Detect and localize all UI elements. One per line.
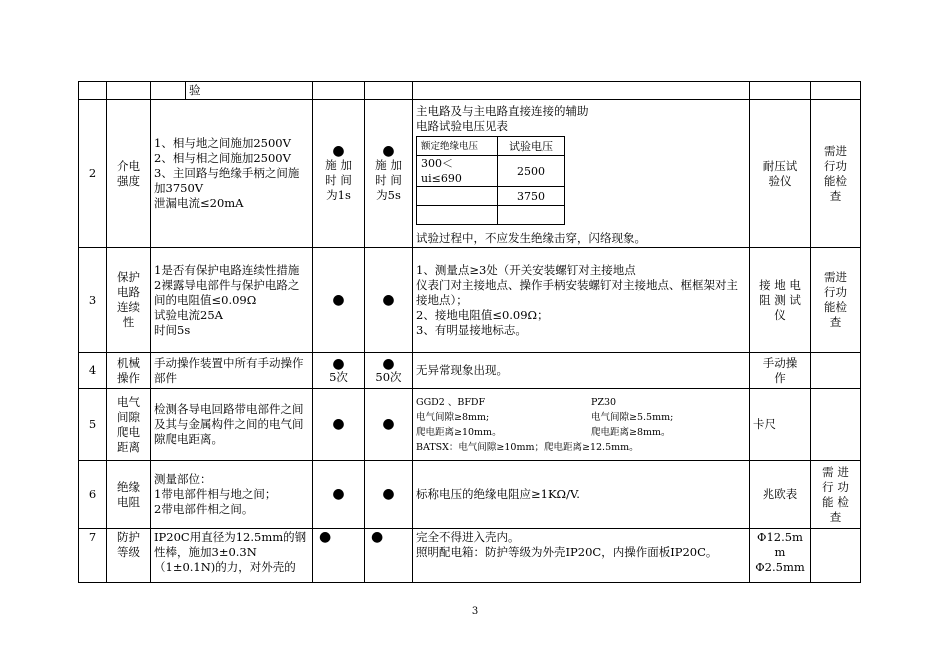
row-number: 4 xyxy=(79,353,107,389)
instrument: 卡尺 xyxy=(750,389,811,461)
check-column-1: ● 5次 xyxy=(313,353,365,389)
dot-marker: ● xyxy=(382,356,395,372)
check-column-2: ● 50次 xyxy=(365,353,413,389)
table-row xyxy=(79,248,861,353)
item-name: 电气 间隙 爬电 距离 xyxy=(107,389,151,461)
instrument: Φ12.5m m Φ2.5mm xyxy=(750,529,811,583)
requirement: 测量部位： 1带电部件相与地之间； 2带电部件相之间。 xyxy=(151,461,313,529)
dot-marker: ● xyxy=(313,389,365,461)
table-row xyxy=(79,529,861,583)
dot-marker: ● xyxy=(365,248,413,353)
continuation-cell: 验 xyxy=(186,82,313,100)
item-name: 保护 电路 连续 性 xyxy=(107,248,151,353)
row-number: 6 xyxy=(79,461,107,529)
dot-marker: ● xyxy=(313,461,365,529)
row-number: 3 xyxy=(79,248,107,353)
method-cell: 标称电压的绝缘电阻应≥1KΩ/V. xyxy=(413,461,750,529)
item-name: 绝缘 电阻 xyxy=(107,461,151,529)
method-cell: 1、测量点≥3处（开关安装螺钉对主接地点 仪表门对主接地点、操作手柄安装螺钉对主接地点、框框架对主接地点）； 2、接地电阻值≤0.09Ω； 3、有明显接地标志。 xyxy=(413,248,750,353)
dot-marker: ● xyxy=(332,143,345,159)
dot-marker: ● xyxy=(365,461,413,529)
dot-marker: ● xyxy=(313,529,365,583)
dot-marker: ● xyxy=(365,529,413,583)
requirement: 1是否有保护电路连续性措施 2裸露导电部件与保护电路之间的电阻值≤0.09Ω 试验电流25A 时间5s xyxy=(151,248,313,353)
requirement: 1、相与地之间施加2500V 2、相与相之间施加2500V 3、主回路与绝缘手柄之间施加3750V 泄漏电流≤20mA xyxy=(151,100,313,248)
dot-marker: ● xyxy=(332,356,345,372)
dot-marker: ● xyxy=(313,248,365,353)
instrument: 兆欧表 xyxy=(750,461,811,529)
instrument: 接 地 电 阻 测 试 仪 xyxy=(750,248,811,353)
row-number: 2 xyxy=(79,100,107,248)
test-voltage-table: 额定绝缘电压 试验电压 300＜ui≤690 2500 3750 xyxy=(416,136,565,225)
row-number: 7 xyxy=(79,529,107,583)
table-row xyxy=(79,461,861,529)
requirement: 手动操作装置中所有手动操作部件 xyxy=(151,353,313,389)
method-cell: GGD2 、BFDF PZ30 电气间隙≥8mm; 电气间隙≥5.5mm; 爬电距离≥10mm。 爬电距离≥8mm。 BATSX：电气间隙≥10mm；爬电距离≥12.5mm。 xyxy=(413,389,750,461)
instrument: 耐压试 验仪 xyxy=(750,100,811,248)
table-row xyxy=(79,353,861,389)
requirement: 检测各导电回路带电部件之间及其与金属构件之间的电气间隙爬电距离。 xyxy=(151,389,313,461)
requirement: IP20C用直径为12.5mm的钢性棒，施加3±0.3N（1±0.1N)的力，对外壳的 xyxy=(151,529,313,583)
remark: 需 进 行 功 能 检 查 xyxy=(811,461,861,529)
item-name: 防护 等级 xyxy=(107,529,151,583)
instrument: 手动操 作 xyxy=(750,353,811,389)
table-row xyxy=(79,100,861,248)
check-column-2: ● 施 加 时 间 为5s xyxy=(365,100,413,248)
dot-marker: ● xyxy=(382,143,395,159)
table-row xyxy=(79,82,861,100)
method-cell: 完全不得进入壳内。 照明配电箱：防护等级为外壳IP20C，内操作面板IP20C。 xyxy=(413,529,750,583)
remark: 需进 行功 能检 查 xyxy=(811,248,861,353)
method-cell: 无异常现象出现。 xyxy=(413,353,750,389)
remark: 需进 行功 能检 查 xyxy=(811,100,861,248)
dot-marker: ● xyxy=(365,389,413,461)
method-cell: 主电路及与主电路直接连接的辅助 电路试验电压见表 额定绝缘电压 试验电压 300＜ui≤690 2500 3750 试验过程中，不应发生绝缘击穿，闪络现象。 xyxy=(413,100,750,248)
row-number: 5 xyxy=(79,389,107,461)
page-number: 3 xyxy=(471,606,479,617)
item-name: 介电 强度 xyxy=(107,100,151,248)
table-row xyxy=(79,389,861,461)
inspection-table xyxy=(78,81,861,583)
item-name: 机械 操作 xyxy=(107,353,151,389)
check-column-1: ● 施 加 时 间 为1s xyxy=(313,100,365,248)
